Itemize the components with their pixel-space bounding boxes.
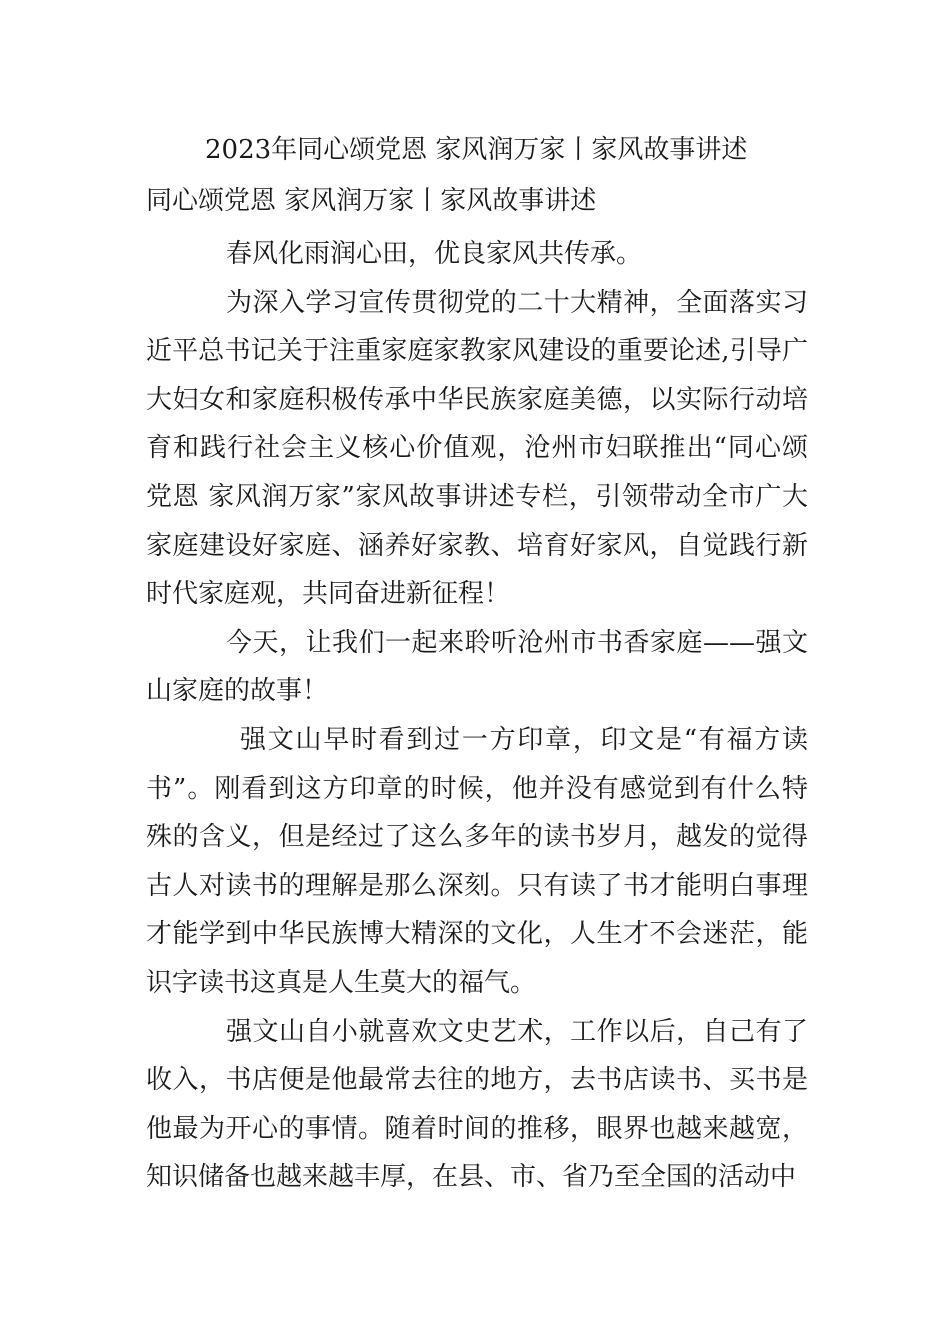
document-body (146, 230, 808, 1202)
paragraph: 春风化雨润心田，优良家风共传承。 (226, 239, 643, 269)
paragraph: 强文山早时看到过一方印章，印文是“有福方读书”。刚看到这方印章的时候，他并没有感觉到有什么特殊的含义，但是经过了这么多年的读书岁月，越发的觉得古人对读书的理解是那么深刻。只有读了书才能明白事理才能学到中华民族博大精深的文化，人生才不会迷茫，能识字读书这真是人生莫大的福气。 (146, 724, 808, 998)
document-subtitle: 同心颂党恩 家风润万家丨家风故事讲述 (146, 186, 597, 216)
document-title: 2023年同心颂党恩 家风润万家丨家风故事讲述 (205, 135, 748, 165)
paragraph: 今天，让我们一起来聆听沧州市书香家庭——强文山家庭的故事！ (146, 627, 808, 707)
paragraph: 强文山自小就喜欢文史艺术，工作以后，自己有了收入，书店便是他最常去往的地方，去书店读书、买书是他最为开心的事情。随着时间的推移，眼界也越来越宽，知识储备也越来越丰厚，在县、市、省乃至全国的活动中 (146, 1016, 808, 1193)
paragraph: 为深入学习宣传贯彻党的二十大精神，全面落实习近平总书记关于注重家庭家教家风建设的重要论述,引导广大妇女和家庭积极传承中华民族家庭美德，以实际行动培育和践行社会主义核心价值观，沧州市妇联推出“同心颂党恩 家风润万家”家风故事讲述专栏，引领带动全市广大家庭建设好家庭、涵养好家教、培育好家风，自觉践行新时代家庭观，共同奋进新征程！ (146, 287, 808, 610)
